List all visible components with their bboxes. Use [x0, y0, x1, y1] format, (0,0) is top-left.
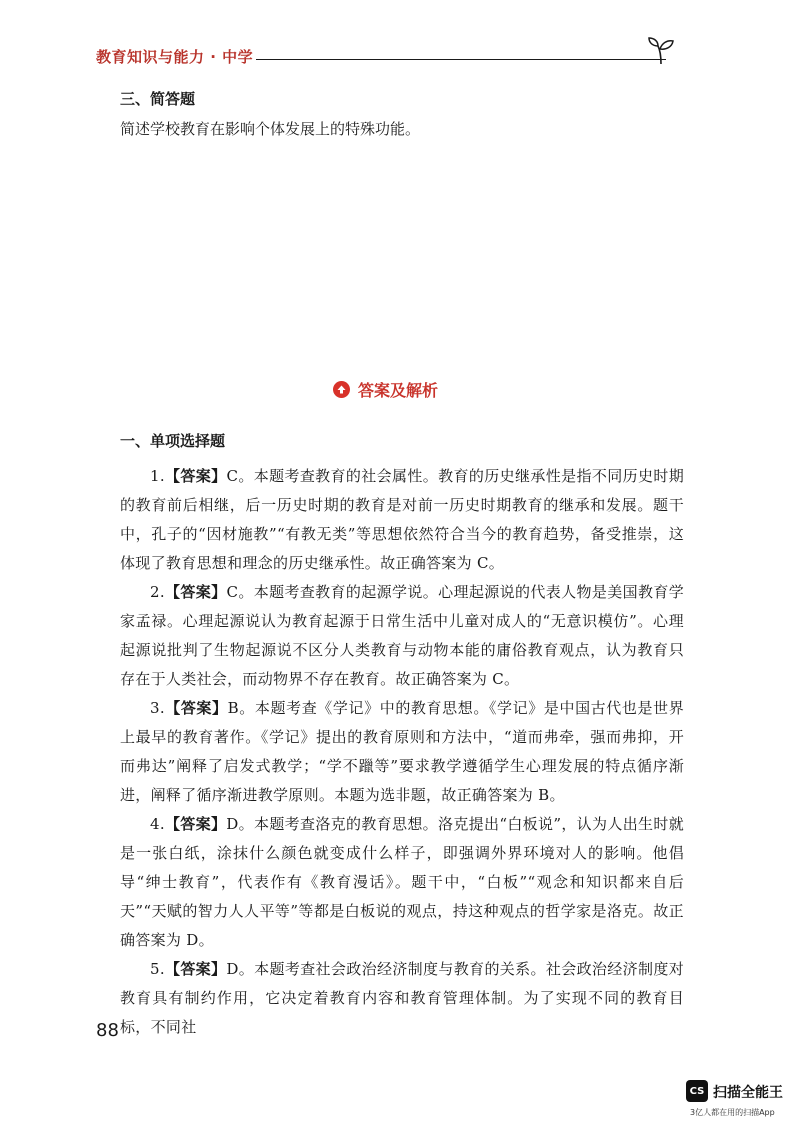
page-number: 88 [96, 1020, 119, 1041]
answer-item: 3.【答案】B。本题考查《学记》中的教育思想。《学记》是中国古代也是世界上最早的教育著作。《学记》提出的教育原则和方法中，“道而弗牵，强而弗抑，开而弗达”阐释了启发式教学；“学不躐等”要求教学遵循学生心理发展的特点循序渐进，阐释了循序渐进教学原则。本题为选非题，故正确答案为 B。 [120, 699, 685, 804]
answer-item: 1.【答案】C。本题考查教育的社会属性。教育的历史继承性是指不同历史时期的教育前后相继，后一历史时期的教育是对前一历史时期教育的继承和发展。题干中，孔子的“因材施教”“有教无类”等思想依然符合当今的教育趋势，备受推崇，这体现了教育思想和理念的历史继承性。故正确答案为 C。 [120, 467, 685, 572]
answer-item: 4.【答案】D。本题考查洛克的教育思想。洛克提出“白板说”，认为人出生时就是一张白纸，涂抹什么颜色就变成什么样子，即强调外界环境对人的影响。他倡导“绅士教育”，代表作有《教育漫话》。题干中，“白板”“观念和知识都来自后天”“天赋的智力人人平等”等都是白板说的观点，持这种观点的哲学家是洛克。故正确答案为 D。 [120, 815, 684, 949]
watermark-name: 扫描全能王 [713, 1085, 783, 1101]
section-heading-short-answer: 三、简答题 [120, 90, 196, 108]
header-divider [256, 59, 666, 60]
up-arrow-circle-icon [333, 381, 350, 398]
watermark-subtitle: 3亿人都在用的扫描App [690, 1108, 775, 1117]
section-heading-single-choice: 一、单项选择题 [120, 432, 226, 450]
sprout-icon [644, 34, 678, 68]
short-answer-question: 简述学校教育在影响个体发展上的特殊功能。 [120, 120, 421, 138]
header-title: 教育知识与能力 · 中学 [96, 48, 254, 66]
running-header [96, 40, 676, 70]
answer-item: 2.【答案】C。本题考查教育的起源学说。心理起源说的代表人物是美国教育学家孟禄。心理起源说认为教育起源于日常生活中儿童对成人的“无意识模仿”。心理起源说批判了生物起源说不区分人类教育与动物本能的庸俗教育观点，认为教育只存在于人类社会，而动物界不存在教育。故正确答案为 C。 [120, 583, 685, 688]
scanner-logo-icon: CS [686, 1080, 708, 1102]
scanner-watermark [686, 1080, 796, 1126]
answers-title-label: 答案及解析 [358, 380, 439, 400]
answer-item: 5.【答案】D。本题考查社会政治经济制度与教育的关系。社会政治经济制度对教育具有制约作用，它决定着教育内容和教育管理体制。为了实现不同的教育目标，不同社 [120, 960, 685, 1036]
answers-title [333, 377, 438, 401]
answer-list [120, 462, 684, 1042]
